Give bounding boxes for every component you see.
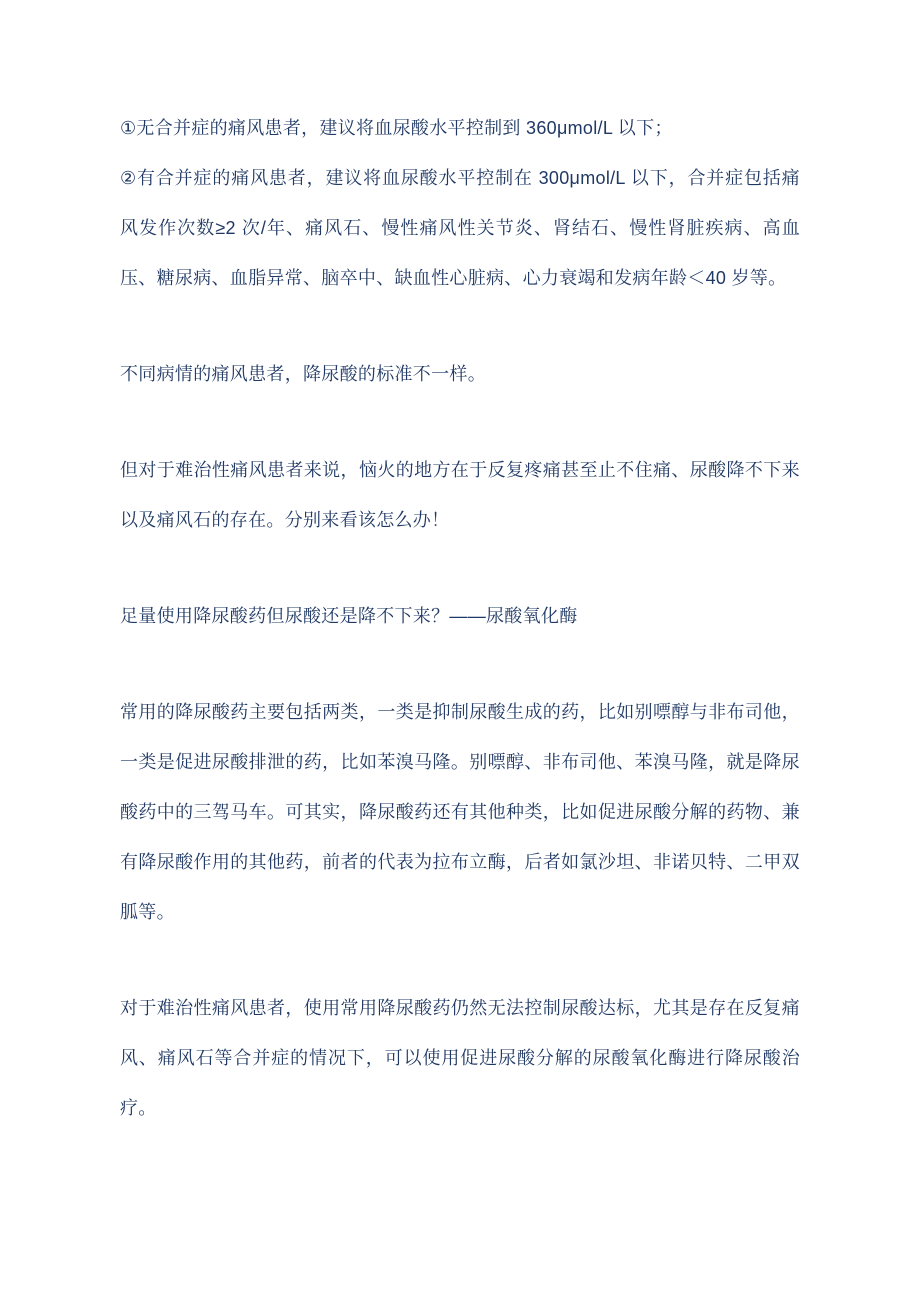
paragraph-refractory-problem: 但对于难治性痛风患者来说，恼火的地方在于反复疼痛甚至止不住痛、尿酸降不下来以及痛风石的存在。分别来看该怎么办！ xyxy=(120,460,800,530)
section-heading-uricase: 足量使用降尿酸药但尿酸还是降不下来？——尿酸氧化酶 xyxy=(120,606,578,626)
paragraph-standard-summary: 不同病情的痛风患者，降尿酸的标准不一样。 xyxy=(120,364,486,384)
paragraph-uricase-treatment: 对于难治性痛风患者，使用常用降尿酸药仍然无法控制尿酸达标，尤其是存在反复痛风、痛风石等合并症的情况下，可以使用促进尿酸分解的尿酸氧化酶进行降尿酸治疗。 xyxy=(120,998,800,1118)
target-criteria-list xyxy=(120,103,800,303)
paragraph-drug-categories: 常用的降尿酸药主要包括两类，一类是抑制尿酸生成的药，比如别嘌醇与非布司他，一类是促进尿酸排泄的药，比如苯溴马隆。别嘌醇、非布司他、苯溴马隆，就是降尿酸药中的三驾马车。可其实，降尿酸药还有其他种类，比如促进尿酸分解的药物、兼有降尿酸作用的其他药，前者的代表为拉布立酶，后者如氯沙坦、非诺贝特、二甲双胍等。 xyxy=(120,702,800,922)
list-item-no-comorbidity: ①无合并症的痛风患者，建议将血尿酸水平控制到 360μmol/L 以下； xyxy=(120,118,673,138)
list-item-with-comorbidity: ②有合并症的痛风患者，建议将血尿酸水平控制在 300μmol/L 以下，合并症包括痛风发作次数≥2 次/年、痛风石、慢性痛风性关节炎、肾结石、慢性肾脏疾病、高血压、糖尿病、血脂异常、脑卒中、缺血性心脏病、心力衰竭和发病年龄＜40 岁等。 xyxy=(120,168,800,288)
